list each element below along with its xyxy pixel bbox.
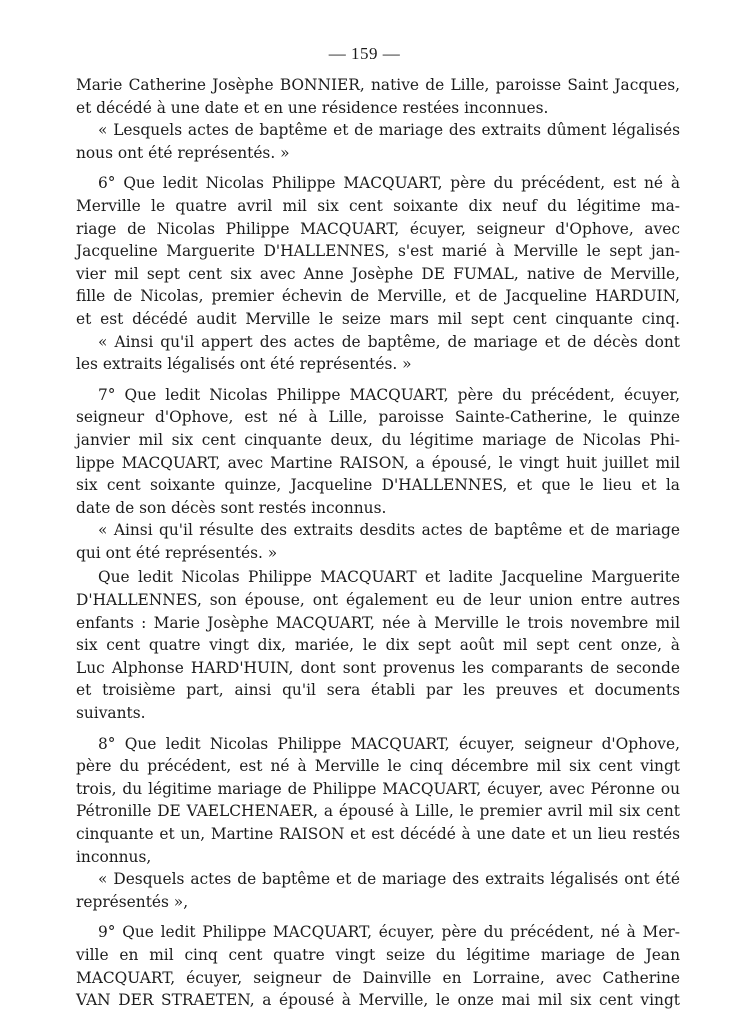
text-line: six cent soixante quinze, Jacqueline D'HALLENNES, et que le lieu et la bbox=[76, 476, 680, 495]
text-line: riage de Nicolas Philippe MACQUART, écuyer, seigneur d'Ophove, avec bbox=[76, 219, 680, 238]
text-line: enfants : Marie Josèphe MACQUART, née à Merville le trois novembre mil bbox=[76, 613, 680, 632]
text-line: 6° Que ledit Nicolas Philippe MACQUART, père du précédent, est né à bbox=[98, 174, 680, 193]
paragraph-spacer bbox=[76, 913, 680, 921]
text-line: « Ainsi qu'il résulte des extraits desdits actes de baptême et de mariage bbox=[98, 521, 680, 540]
text-line: 9° Que ledit Philippe MACQUART, écuyer, père du précédent, né à Mer- bbox=[98, 923, 680, 942]
body-text bbox=[76, 74, 680, 1012]
text-line: représentés », bbox=[76, 892, 189, 911]
text-line: 8° Que ledit Nicolas Philippe MACQUART, écuyer, seigneur d'Ophove, bbox=[98, 734, 680, 753]
paragraph-spacer bbox=[76, 164, 680, 172]
text-line: cinquante et un, Martine RAISON et est décédé à une date et un lieu restés bbox=[76, 825, 680, 843]
text-line: ville en mil cinq cent quatre vingt seize du légitime mariage de Jean bbox=[76, 945, 680, 964]
text-line: les extraits légalisés ont été représentés. » bbox=[76, 355, 412, 374]
text-line: lippe MACQUART, avec Martine RAISON, a épousé, le vingt huit juillet mil bbox=[76, 453, 680, 472]
text-line: « Lesquels actes de baptême et de mariage des extraits dûment légalisés bbox=[98, 121, 680, 140]
text-line: VAN DER STRAETEN, a épousé à Merville, le onze mai mil six cent vingt bbox=[76, 991, 680, 1010]
text-line: Luc Alphonse HARD'HUIN, dont sont provenus les comparants de seconde bbox=[76, 658, 680, 677]
text-line: père du précédent, est né à Merville le cinq décembre mil six cent vingt bbox=[76, 757, 680, 776]
text-line: « Desquels actes de baptême et de mariage des extraits légalisés ont été bbox=[98, 870, 680, 889]
text-line: et décédé à une date et en une résidence restées inconnues. bbox=[76, 98, 549, 117]
text-line: « Ainsi qu'il appert des actes de baptême, de mariage et de décès dont bbox=[98, 332, 680, 351]
text-line: date de son décès sont restés inconnus. bbox=[76, 498, 387, 517]
page-number: — 159 — bbox=[328, 44, 401, 63]
text-line: inconnus, bbox=[76, 847, 152, 866]
text-line: Merville le quatre avril mil six cent soixante dix neuf du légitime ma- bbox=[76, 196, 680, 215]
text-line: Que ledit Nicolas Philippe MACQUART et ladite Jacqueline Marguerite bbox=[98, 568, 680, 587]
text-line: six cent quatre vingt dix, mariée, le dix sept août mil sept cent onze, à bbox=[76, 636, 680, 655]
paragraph-spacer bbox=[76, 376, 680, 384]
text-line: D'HALLENNES, son épouse, ont également eu de leur union entre autres bbox=[76, 591, 680, 610]
text-line: fille de Nicolas, premier échevin de Merville, et de Jacqueline HARDUIN, bbox=[76, 287, 680, 306]
text-line: trois, du légitime mariage de Philippe MACQUART, écuyer, avec Péronne ou bbox=[76, 779, 680, 798]
text-line: Jacqueline Marguerite D'HALLENNES, s'est marié à Merville le sept jan- bbox=[76, 242, 680, 261]
text-line: seigneur d'Ophove, est né à Lille, paroisse Sainte-Catherine, le quinze bbox=[76, 408, 680, 427]
text-line: Pétronille DE VAELCHENAER, a épousé à Lille, le premier avril mil six cent bbox=[76, 802, 680, 821]
text-line: Marie Catherine Josèphe BONNIER, native de Lille, paroisse Saint Jacques, bbox=[76, 76, 680, 94]
text-line: janvier mil six cent cinquante deux, du légitime mariage de Nicolas Phi- bbox=[76, 430, 680, 449]
text-line: vier mil sept cent six avec Anne Josèphe DE FUMAL, native de Merville, bbox=[76, 264, 680, 283]
text-line: qui ont été représentés. » bbox=[76, 543, 278, 562]
text-line: et est décédé audit Merville le seize mars mil sept cent cinquante cinq. bbox=[76, 309, 680, 328]
text-line: suivants. bbox=[76, 704, 146, 723]
paragraph-spacer bbox=[76, 725, 680, 733]
text-line: et troisième part, ainsi qu'il sera établi par les preuves et documents bbox=[76, 681, 680, 700]
text-line: 7° Que ledit Nicolas Philippe MACQUART, père du précédent, écuyer, bbox=[98, 385, 680, 404]
text-line: MACQUART, écuyer, seigneur de Dainville en Lorraine, avec Catherine bbox=[76, 968, 680, 987]
text-line: nous ont été représentés. » bbox=[76, 143, 290, 162]
